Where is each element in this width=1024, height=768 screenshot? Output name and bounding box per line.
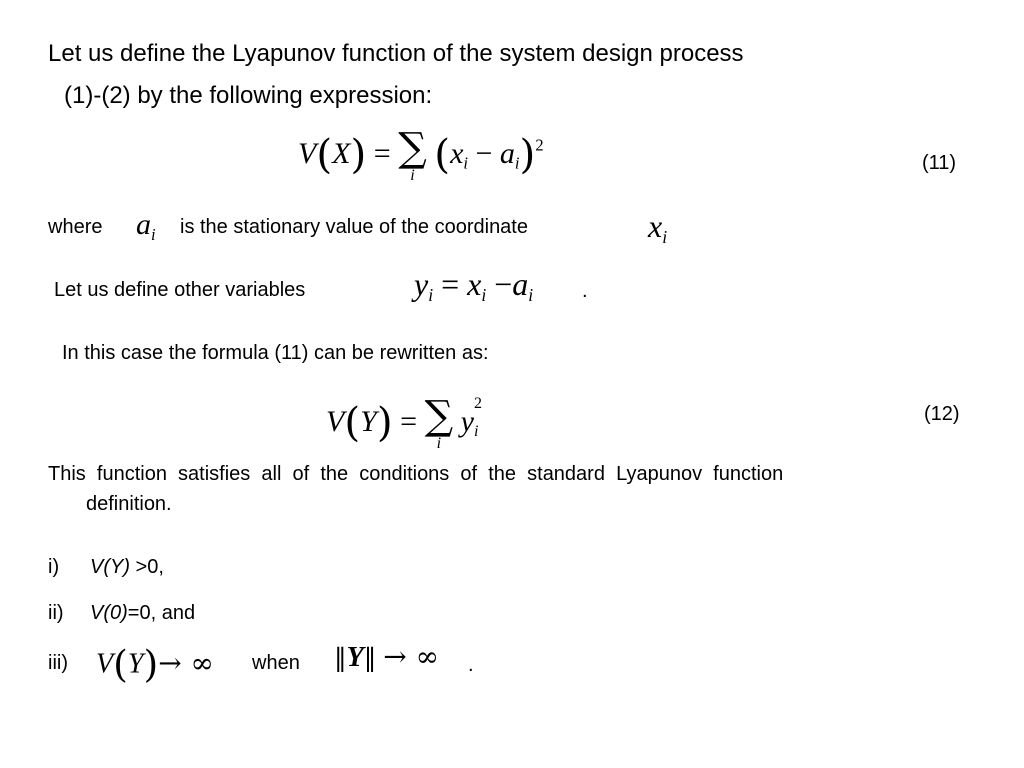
norm-bar-right: ‖ [363, 643, 377, 672]
rewrite-text: In this case the formula (11) can be rewritten as: [62, 342, 489, 364]
equation-12: V(Y) = ∑ i y 2 i [326, 393, 482, 452]
define-y: y [414, 266, 429, 302]
norm-bar-left: ‖ [334, 643, 347, 672]
intro-line-1: Let us define the Lyapunov function of the system design process [48, 40, 744, 67]
define-x-sub: i [481, 285, 487, 306]
define-text: Let us define other variables [54, 279, 306, 301]
conditions-line-2: definition. [86, 493, 172, 515]
where-a-symbol [136, 208, 156, 245]
eq11-sum-index: i [410, 167, 415, 184]
intro-line-2: (1)-(2) by the following expression: [64, 82, 433, 109]
eq12-y: y [460, 404, 474, 438]
where-a-sub: i [151, 224, 156, 244]
condition-iii-label: iii) [48, 652, 68, 674]
where-x-symbol [648, 208, 667, 248]
define-minus: − [494, 266, 513, 302]
eq12-sum-index: i [436, 435, 442, 452]
condition-ii-expr: V(0) [90, 602, 128, 624]
condition-iii-norm [334, 640, 439, 674]
eq11-sum: ∑ i [398, 125, 427, 184]
eq12-y-var: Y [360, 404, 377, 438]
condition-i [90, 556, 164, 579]
condition-i-rest: >0, [130, 556, 164, 578]
condition-iii-when: when [252, 652, 300, 674]
define-y-sub: i [428, 285, 434, 306]
eq11-minus: − [475, 136, 493, 170]
eq11-exponent: 2 [535, 135, 544, 155]
eq11-a: a [499, 136, 515, 170]
equation-11: V(X) = ∑ i $(x_i - a_i)^2$ [298, 125, 544, 184]
norm-y: Y [346, 642, 364, 673]
where-x-sub: i [662, 227, 668, 248]
where-text: is the stationary value of the coordinate [180, 216, 528, 238]
eq12-y-sub: i [473, 422, 479, 440]
define-x: x [467, 266, 482, 302]
iii-v: V [96, 648, 114, 680]
eq11-equals: = [373, 136, 391, 170]
condition-ii-rest: =0, and [127, 602, 196, 624]
condition-i-label: i) [48, 556, 60, 578]
condition-iii-expr: V(Y)→ ∞ [96, 642, 214, 686]
define-a: a [512, 266, 529, 302]
define-equals: = [441, 266, 460, 302]
eq12-equals: = [400, 404, 418, 438]
norm-arrow-infinity: → ∞ [383, 640, 439, 673]
where-label: where [48, 216, 103, 238]
condition-iii-period: . [468, 654, 474, 676]
equation-11-number: (11) [922, 152, 957, 174]
eq12-sum: ∑ i [424, 393, 454, 452]
condition-i-expr: V(Y) [90, 556, 130, 578]
where-x: x [648, 208, 663, 244]
define-period: . [582, 280, 588, 302]
iii-arrow-infinity: → ∞ [158, 646, 214, 680]
equation-12-number: (12) [924, 403, 960, 425]
eq12-v: V [326, 404, 345, 438]
where-a: a [136, 208, 151, 241]
eq11-x-var: X [332, 136, 351, 170]
eq11-x-sub: i [463, 153, 468, 173]
iii-y: Y [127, 648, 144, 680]
eq12-exponent: 2 [473, 394, 482, 412]
eq12-y-term [460, 394, 482, 440]
conditions-line-1: This function satisfies all of the conditions of the standard Lyapunov function [48, 463, 784, 485]
define-equation [414, 266, 533, 306]
eq11-v: V [298, 136, 317, 170]
condition-ii [90, 602, 195, 625]
eq11-a-sub: i [514, 153, 520, 173]
define-a-sub: i [528, 285, 534, 306]
condition-ii-label: ii) [48, 602, 64, 624]
eq11-x: x [450, 136, 464, 170]
